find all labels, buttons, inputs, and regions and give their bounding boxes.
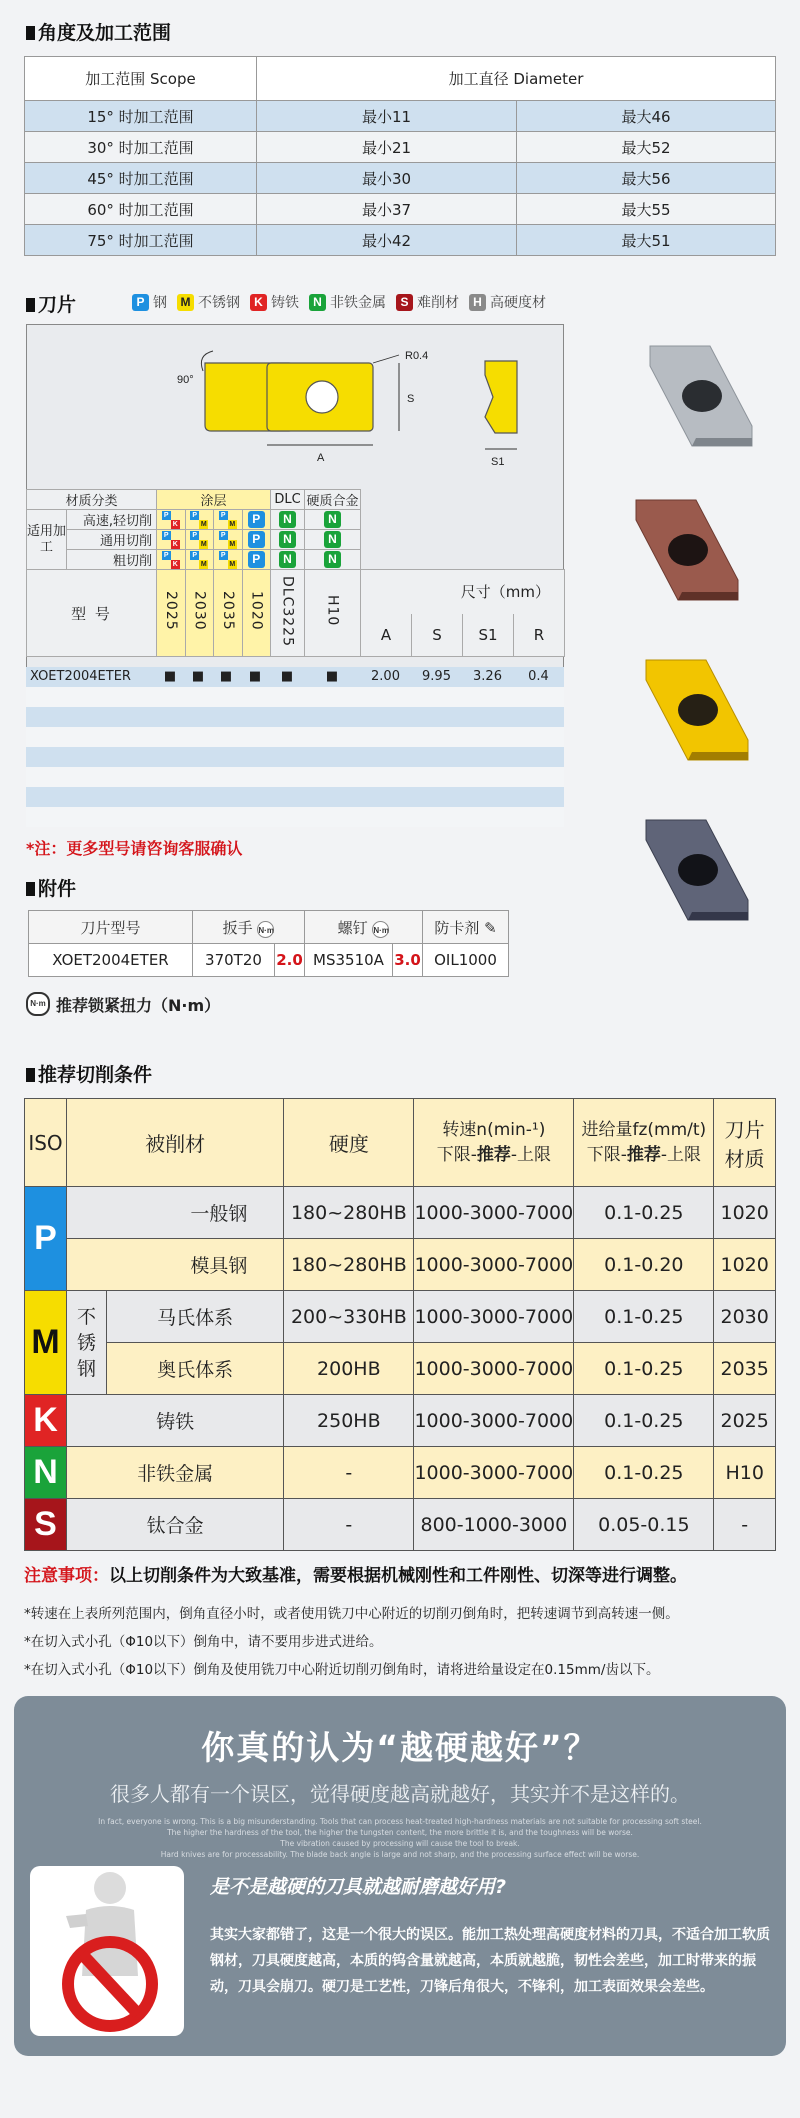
iso-m-badge: M: [25, 1291, 67, 1395]
grade-icon-p: P: [242, 550, 271, 570]
grade-icon-pk: P K: [157, 550, 186, 570]
iso-p-badge: P: [25, 1187, 67, 1291]
table-row: P 一般钢 180~280HB 1000-3000-7000 0.1-0.25 1020: [25, 1187, 776, 1239]
legend-badge-h: H: [469, 294, 486, 311]
promo-panel: [14, 1696, 786, 2056]
legend-badge-p: P: [132, 294, 149, 311]
grade-icon-pm: P M: [185, 510, 214, 530]
torque-icon: N·m: [372, 921, 389, 938]
cutting-notes: *转速在上表所列范围内，倒角直径小时，或者使用铣刀中心附近的切削刃倒角时，把转速调节到高转速一侧。 *在切入式小孔（Φ10以下）倒角中，请不要用步进式进给。 *在切入式小孔（Φ10以下）倒角及使用铣刀中心附近切削刃倒角时，请将进给量设定在0.15mm/齿以下。: [24, 1606, 679, 1678]
header-diameter: 加工直径 Diameter: [257, 57, 776, 101]
grade-icon-n: N: [271, 510, 305, 530]
grade-icon-pm: P M: [185, 550, 214, 570]
insert-photo-bronze: [636, 500, 738, 600]
material-legend: P 钢 M 不锈钢 K 铸铁 N 非铁金属 S 难削材 H 高硬度材: [132, 292, 552, 312]
promo-headline: 你真的认为“越硬越好”？: [201, 1728, 599, 1767]
insert-photo-silver: [650, 346, 752, 446]
table-row: [26, 727, 564, 747]
grade-icon-pk: P K: [157, 510, 186, 530]
svg-text:S1: S1: [491, 456, 505, 468]
accessory-table: 刀片型号 扳手 N·m 螺钉 N·m 防卡剂 ✎ XOET2004ETER 370T20 2.0 MS3510A 3.0 OIL1000: [28, 910, 509, 977]
insert-data-rows: [26, 667, 564, 827]
model-header: 型 号: [27, 570, 157, 657]
legend-badge-k: K: [250, 294, 267, 311]
accessory-section-title: 附件: [26, 874, 76, 901]
grade-icon-pm: P M: [214, 510, 243, 530]
svg-text:A: A: [317, 452, 325, 464]
insert-photos: [620, 340, 780, 960]
table-row: S 钛合金 - 800-1000-3000 0.05-0.15 -: [25, 1499, 776, 1551]
table-row: 奥氏体系 200HB 1000-3000-7000 0.1-0.25 2035: [25, 1343, 776, 1395]
grade-icon-p: P: [242, 530, 271, 550]
svg-text:R0.4: R0.4: [405, 350, 429, 362]
insert-drawing: [27, 325, 563, 485]
grade-icon-pk: P K: [157, 530, 186, 550]
grade-icon-n: N: [271, 530, 305, 550]
attention-note: 注意事项：以上切削条件为大致基准，需要根据机械刚性和工件刚性、切深等进行调整。: [24, 1566, 687, 1586]
cutting-section-title: 推荐切削条件: [26, 1060, 152, 1087]
table-row: [26, 687, 564, 707]
table-row: 15° 时加工范围 最小11 最大46: [25, 101, 776, 132]
promo-answer: 其实大家都错了，这是一个很大的误区。能加工热处理高硬度材料的刀具，不适合加工软质钢材，刀具硬度越高，本质的钨含量就越高，本质就越脆，韧性会差些，加工时带来的振动，刀具会崩刀。硬刀是工艺性，刀锋后角很大，不锋利，加工表面效果会差些。: [210, 1927, 770, 1995]
legend-badge-n: N: [309, 294, 326, 311]
more-models-note: *注：更多型号请咨询客服确认: [26, 839, 243, 858]
table-row: 60° 时加工范围 最小37 最大55: [25, 194, 776, 225]
grade-icon-pm: P M: [214, 530, 243, 550]
table-row: 模具钢 180~280HB 1000-3000-7000 0.1-0.20 1020: [25, 1239, 776, 1291]
insert-photo-grey: [646, 820, 748, 920]
angle-table: [24, 56, 776, 256]
legend-badge-s: S: [396, 294, 413, 311]
grade-icon-n: N: [305, 550, 361, 570]
size-header: 尺寸（mm）: [460, 583, 550, 601]
torque-icon: N·m: [26, 992, 50, 1016]
grade-icon-pm: P M: [185, 530, 214, 550]
torque-note: N·m 推荐锁紧扭力（N·m）: [26, 992, 220, 1016]
header-scope: 加工范围 Scope: [25, 57, 257, 101]
table-row: [26, 747, 564, 767]
iso-k-badge: K: [25, 1395, 67, 1447]
table-row: [26, 807, 564, 827]
promo-english-text: In fact, everyone is wrong. This is a big misunderstanding. Tools that can process heat-treated high-hardness materials are not suitable for processing soft steel. The higher the hardness of the tool, the higher the tungsten content, the more brittle it is, and the toughness will be worse. The vibration caused by processing will cause the tool to break. Hard knives are for processability. The blade back angle is large and not sharp, and the processing surface effect will be worse.: [98, 1817, 702, 1859]
legend-badge-m: M: [177, 294, 194, 311]
torque-icon: N·m: [257, 921, 274, 938]
table-row: M 不锈钢 马氏体系 200~330HB 1000-3000-7000 0.1-0.25 2030: [25, 1291, 776, 1343]
table-row: [26, 767, 564, 787]
table-row: 30° 时加工范围 最小21 最大52: [25, 132, 776, 163]
prohibition-illustration: [30, 1866, 184, 2036]
svg-text:S: S: [407, 393, 415, 405]
angle-section-title: 角度及加工范围: [26, 18, 171, 45]
cutting-table: ISO 被削材 硬度 转速n(min-¹) 下限-推荐-上限 进给量fz(mm/t) 下限-推荐-上限 刀片 材质 P 一般钢 180~280HB 1000-3000-7000 0.1-0.25 1020 模具钢 180~280HB 1000-3000-7000 0.1-0.20 1020 M 不锈钢 马氏体系 200~330HB 1000-3000-7000 0.1-0.25 2030 奥氏体系 200HB 1000-3000-7000 0.1-0.25 2035 K 铸铁 250HB 1000-3000-7000 0.1-0.25 2025 N 非铁金属 - 1000-3000-7000 0.1-0.25 H10 S 钛合金 - 800-1000-3000 0.05-0.15 -: [24, 1098, 776, 1551]
grade-icon-pm: P M: [214, 550, 243, 570]
iso-n-badge: N: [25, 1447, 67, 1499]
grade-icon-n: N: [305, 510, 361, 530]
prohibition-icon: [30, 1866, 184, 2036]
table-row: [26, 787, 564, 807]
iso-s-badge: S: [25, 1499, 67, 1551]
promo-subheadline: 很多人都有一个误区，觉得硬度越高就越好，其实并不是这样的。: [110, 1782, 690, 1806]
grade-icon-p: P: [242, 510, 271, 530]
table-row: N 非铁金属 - 1000-3000-7000 0.1-0.25 H10: [25, 1447, 776, 1499]
pen-icon: ✎: [484, 918, 497, 937]
table-row: XOET2004ETER ■ ■ ■ ■ ■ ■ 2.00 9.95 3.26 0.4: [26, 667, 564, 687]
insert-section-title: 刀片: [26, 290, 76, 317]
table-row: 75° 时加工范围 最小42 最大51: [25, 225, 776, 256]
table-row: 45° 时加工范围 最小30 最大56: [25, 163, 776, 194]
insert-photo-gold: [646, 660, 748, 760]
grade-icon-n: N: [271, 550, 305, 570]
promo-question: 是不是越硬的刀具就越耐磨越好用?: [210, 1876, 507, 1898]
svg-text:90°: 90°: [177, 374, 194, 386]
table-row: [26, 707, 564, 727]
grade-icon-n: N: [305, 530, 361, 550]
grade-table: 材质分类 涂层 DLC 硬质合金 适用加工 高速,轻切削 P K P M P M P N N 通用切削 P K P M P M P N N 粗切削 P K P M P M P N N 型 号 2025 2030 2035 1020 DLC3225 H10 尺寸（mm） A S S1 R: [26, 489, 565, 657]
table-row: K 铸铁 250HB 1000-3000-7000 0.1-0.25 2025: [25, 1395, 776, 1447]
